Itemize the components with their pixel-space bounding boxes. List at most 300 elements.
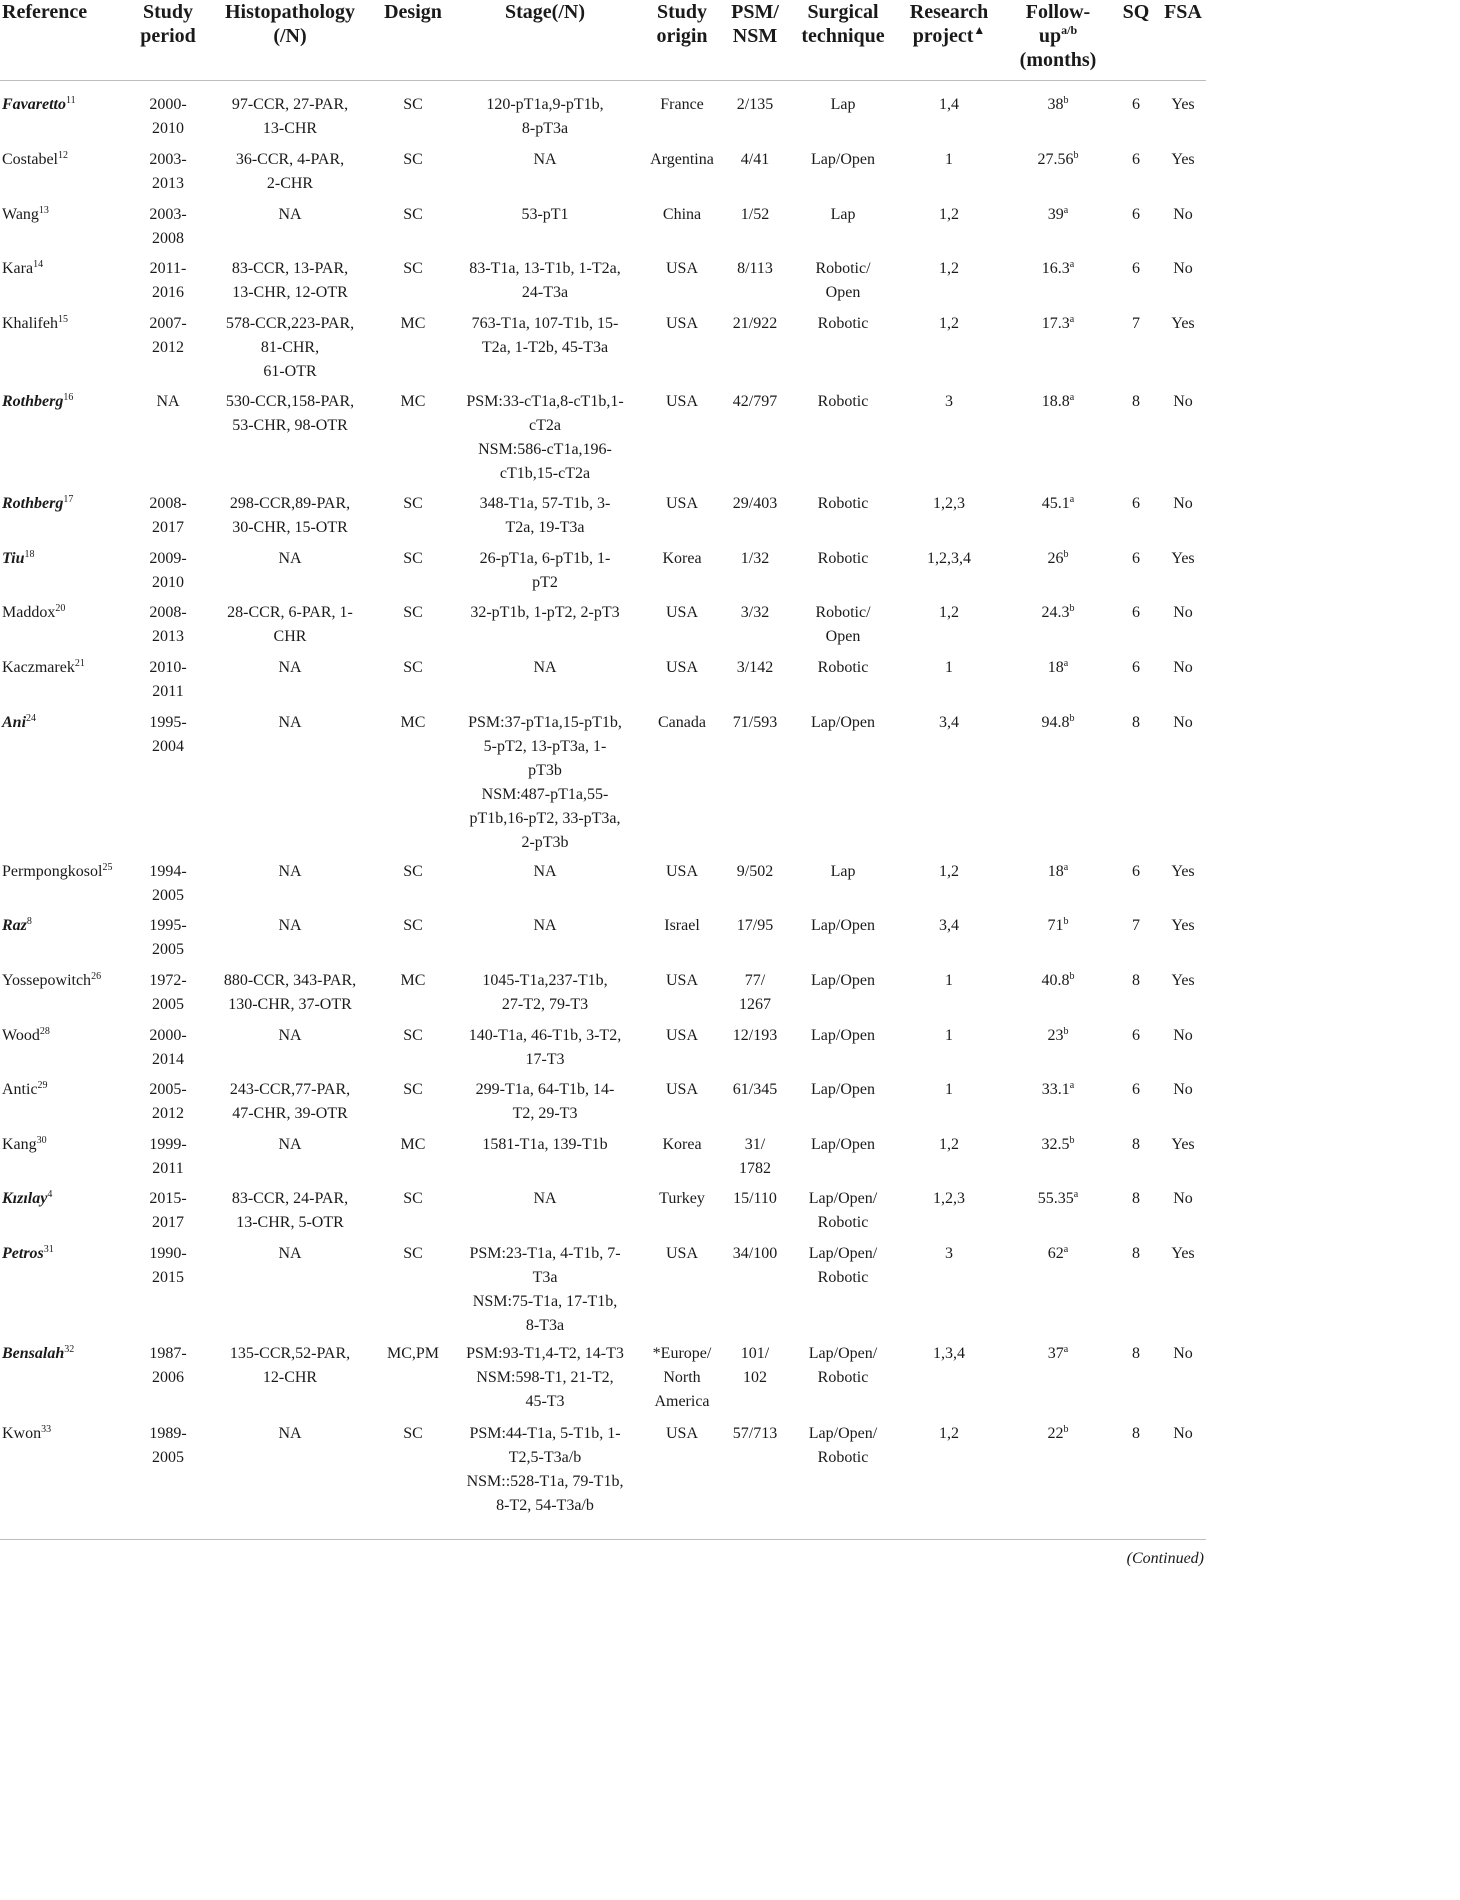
cell-period: 2008- 2013: [149, 604, 187, 645]
cell-fu: [1010, 914, 1106, 938]
cell-sq: 6: [1132, 604, 1140, 621]
reference-citation: 18: [24, 549, 35, 560]
cell-surgery: Lap/Open: [811, 917, 875, 934]
followup-value: 23: [1047, 1027, 1064, 1044]
cell-surgery: Robotic/ Open: [815, 604, 871, 645]
cell-reference: [2, 1342, 74, 1366]
cell-fu: [1010, 257, 1106, 281]
cell-origin: USA: [665, 972, 698, 989]
followup-marker: b: [1069, 603, 1075, 614]
cell-reference: [2, 1024, 50, 1048]
cell-histo: 243-CCR,77-PAR, 47-CHR, 39-OTR: [229, 1081, 351, 1122]
cell-fsa: Yes: [1171, 917, 1195, 934]
followup-marker: a: [1063, 1344, 1069, 1355]
cell-stage: 763-T1a, 107-T1b, 15- T2a, 1-T2b, 45-T3a: [471, 315, 619, 356]
cell-histo: NA: [278, 206, 302, 223]
cell-surgery: Lap/Open: [811, 1136, 875, 1153]
cell-period: 2005- 2012: [149, 1081, 187, 1122]
cell-stage: 32-pT1b, 1-pT2, 2-pT3: [470, 604, 620, 621]
header-design: Design: [384, 1, 442, 23]
cell-fu: [1010, 148, 1106, 172]
cell-design: SC: [403, 863, 423, 880]
cell-histo: 298-CCR,89-PAR, 30-CHR, 15-OTR: [229, 495, 351, 536]
cell-psm: 1/52: [740, 206, 770, 223]
cell-fsa: No: [1173, 1081, 1193, 1098]
cell-reference: [2, 601, 65, 625]
reference-name: Yossepowitch: [2, 972, 92, 989]
cell-histo: NA: [278, 659, 302, 676]
cell-fu: [1010, 492, 1106, 516]
cell-research: 1: [945, 1081, 953, 1098]
cell-design: SC: [403, 260, 423, 277]
cell-research: 1: [945, 659, 953, 676]
cell-sq: 6: [1132, 1027, 1140, 1044]
cell-period: 2010- 2011: [149, 659, 187, 700]
cell-research: 1,2: [939, 260, 959, 277]
cell-fsa: Yes: [1171, 151, 1195, 168]
cell-fu: [1010, 969, 1106, 993]
followup-value: 45.1: [1041, 495, 1070, 512]
cell-reference: [2, 656, 85, 680]
header-fsa: FSA: [1164, 1, 1202, 23]
cell-research: 1,4: [939, 96, 959, 113]
cell-period: 1995- 2004: [149, 714, 187, 755]
reference-citation: 14: [33, 259, 44, 270]
followup-value: 16.3: [1041, 260, 1070, 277]
cell-fu: [1010, 1187, 1106, 1211]
followup-marker: b: [1069, 971, 1075, 982]
reference-name: Rothberg: [2, 393, 64, 410]
cell-design: MC: [400, 315, 426, 332]
header-followup-line3: (months): [1019, 49, 1097, 71]
cell-design: MC,PM: [386, 1345, 440, 1362]
cell-research: 1,2: [939, 604, 959, 621]
followup-value: 22: [1047, 1425, 1064, 1442]
cell-research: 1,2,3: [933, 1190, 965, 1207]
cell-reference: [2, 711, 36, 735]
reference-name: Petros: [2, 1245, 44, 1262]
followup-marker: a: [1063, 1244, 1069, 1255]
reference-name: Kaczmarek: [2, 659, 75, 676]
cell-psm: 3/32: [740, 604, 770, 621]
cell-fsa: Yes: [1171, 1245, 1195, 1262]
followup-value: 62: [1047, 1245, 1064, 1262]
followup-value: 37: [1047, 1345, 1064, 1362]
cell-period: 1999- 2011: [149, 1136, 187, 1177]
followup-value: 24.3: [1041, 604, 1070, 621]
cell-fu: [1010, 93, 1106, 117]
cell-fsa: Yes: [1171, 96, 1195, 113]
cell-research: 3,4: [939, 714, 959, 731]
cell-fu: [1010, 1078, 1106, 1102]
cell-fsa: No: [1173, 1345, 1193, 1362]
cell-reference: [2, 1242, 54, 1266]
cell-origin: USA: [665, 495, 698, 512]
cell-sq: 7: [1132, 917, 1140, 934]
cell-surgery: Lap/Open/ Robotic: [808, 1425, 878, 1466]
cell-psm: 12/193: [732, 1027, 778, 1044]
cell-psm: 34/100: [732, 1245, 778, 1262]
cell-origin: USA: [665, 315, 698, 332]
cell-design: SC: [403, 659, 423, 676]
cell-stage: 140-T1a, 46-T1b, 3-T2, 17-T3: [468, 1027, 622, 1068]
cell-sq: 6: [1132, 206, 1140, 223]
cell-reference: [2, 1133, 47, 1157]
cell-stage: PSM:93-T1,4-T2, 14-T3 NSM:598-T1, 21-T2, 45-T3: [466, 1345, 624, 1410]
cell-origin: USA: [665, 863, 698, 880]
cell-design: MC: [400, 972, 426, 989]
cell-surgery: Robotic: [817, 495, 869, 512]
followup-marker: a: [1073, 1189, 1079, 1200]
cell-fsa: No: [1173, 1027, 1193, 1044]
cell-design: SC: [403, 1425, 423, 1442]
cell-period: 2000- 2010: [149, 96, 187, 137]
cell-fu: [1010, 1133, 1106, 1157]
followup-value: 18: [1047, 863, 1064, 880]
reference-name: Antic: [2, 1081, 38, 1098]
cell-stage: 1581-T1a, 139-T1b: [482, 1136, 608, 1153]
cell-fu: [1010, 312, 1106, 336]
cell-period: 1995- 2005: [149, 917, 187, 958]
cell-period: 2003- 2013: [149, 151, 187, 192]
cell-sq: 6: [1132, 96, 1140, 113]
cell-surgery: Lap/Open/ Robotic: [808, 1245, 878, 1286]
cell-histo: 135-CCR,52-PAR, 12-CHR: [229, 1345, 351, 1386]
header-reference: Reference: [2, 1, 88, 23]
followup-marker: a: [1069, 392, 1075, 403]
cell-surgery: Lap/Open/ Robotic: [808, 1190, 878, 1231]
followup-marker: b: [1063, 1026, 1069, 1037]
cell-period: NA: [156, 393, 180, 410]
followup-marker: b: [1069, 713, 1075, 724]
cell-origin: *Europe/ North America: [652, 1345, 712, 1410]
cell-fu: [1010, 1242, 1106, 1266]
header-histopathology: Histopathology (/N): [224, 1, 356, 47]
cell-period: 1990- 2015: [149, 1245, 187, 1286]
cell-design: SC: [403, 96, 423, 113]
cell-surgery: Lap/Open: [811, 972, 875, 989]
cell-psm: 61/345: [732, 1081, 778, 1098]
followup-value: 18: [1047, 659, 1064, 676]
cell-design: MC: [400, 714, 426, 731]
header-followup-line1: Follow-: [1025, 1, 1091, 23]
cell-research: 1: [945, 1027, 953, 1044]
reference-name: Wood: [2, 1027, 40, 1044]
cell-stage: PSM:37-pT1a,15-pT1b, 5-pT2, 13-pT3a, 1- pT3b NSM:487-pT1a,55- pT1b,16-pT2, 33-pT3a, 2-pT3b: [468, 714, 622, 851]
reference-name: Khalifeh: [2, 315, 58, 332]
cell-reference: [2, 860, 112, 884]
cell-sq: 6: [1132, 863, 1140, 880]
cell-origin: USA: [665, 260, 698, 277]
cell-origin: USA: [665, 1425, 698, 1442]
cell-sq: 6: [1132, 260, 1140, 277]
cell-period: 1994- 2005: [149, 863, 187, 904]
cell-histo: NA: [278, 550, 302, 567]
cell-fu: [1010, 203, 1106, 227]
cell-fu: [1010, 656, 1106, 680]
cell-research: 1,2: [939, 206, 959, 223]
cell-reference: [2, 492, 73, 516]
cell-histo: 578-CCR,223-PAR, 81-CHR, 61-OTR: [225, 315, 355, 380]
cell-histo: 83-CCR, 13-PAR, 13-CHR, 12-OTR: [231, 260, 349, 301]
cell-origin: USA: [665, 1027, 698, 1044]
cell-sq: 8: [1132, 1425, 1140, 1442]
cell-psm: 57/713: [732, 1425, 778, 1442]
followup-marker: b: [1063, 95, 1069, 106]
cell-sq: 8: [1132, 714, 1140, 731]
cell-stage: 120-pT1a,9-pT1b, 8-pT3a: [486, 96, 604, 137]
followup-value: 32.5: [1041, 1136, 1070, 1153]
reference-citation: 17: [63, 494, 74, 505]
reference-name: Costabel: [2, 151, 58, 168]
cell-surgery: Robotic: [817, 550, 869, 567]
cell-fsa: Yes: [1171, 550, 1195, 567]
cell-stage: NA: [533, 863, 557, 880]
reference-citation: 29: [37, 1080, 48, 1091]
followup-marker: a: [1069, 494, 1075, 505]
cell-sq: 6: [1132, 495, 1140, 512]
reference-citation: 21: [74, 658, 85, 669]
header-stage: Stage(/N): [505, 1, 585, 23]
cell-sq: 6: [1132, 1081, 1140, 1098]
reference-name: Kang: [2, 1136, 37, 1153]
reference-name: Ani: [2, 714, 27, 731]
cell-fsa: Yes: [1171, 1136, 1195, 1153]
cell-research: 1,2: [939, 1136, 959, 1153]
cell-origin: USA: [665, 1081, 698, 1098]
cell-fsa: No: [1173, 393, 1193, 410]
cell-surgery: Lap/Open: [811, 1027, 875, 1044]
followup-value: 27.56: [1037, 151, 1074, 168]
cell-origin: Israel: [664, 917, 700, 934]
followup-marker: a: [1069, 314, 1075, 325]
cell-psm: 8/113: [737, 260, 773, 277]
cell-histo: NA: [278, 1245, 302, 1262]
cell-sq: 6: [1132, 550, 1140, 567]
cell-origin: China: [662, 206, 702, 223]
cell-psm: 77/ 1267: [739, 972, 771, 1013]
header-sq: SQ: [1122, 1, 1150, 23]
cell-research: 1: [945, 972, 953, 989]
reference-name: Permpongkosol: [2, 863, 103, 880]
cell-reference: [2, 257, 43, 281]
cell-sq: 8: [1132, 1245, 1140, 1262]
cell-fu: [1010, 1024, 1106, 1048]
cell-stage: 299-T1a, 64-T1b, 14- T2, 29-T3: [475, 1081, 615, 1122]
cell-period: 2000- 2014: [149, 1027, 187, 1068]
cell-histo: 530-CCR,158-PAR, 53-CHR, 98-OTR: [225, 393, 355, 434]
cell-design: MC: [400, 1136, 426, 1153]
reference-citation: 16: [63, 392, 74, 403]
cell-reference: [2, 1187, 52, 1211]
cell-research: 3: [945, 1245, 953, 1262]
cell-histo: NA: [278, 863, 302, 880]
cell-psm: 3/142: [736, 659, 774, 676]
cell-origin: France: [660, 96, 704, 113]
followup-value: 55.35: [1037, 1190, 1074, 1207]
cell-period: 1989- 2005: [149, 1425, 187, 1466]
followup-value: 33.1: [1041, 1081, 1070, 1098]
header-study-origin: Study origin: [656, 1, 708, 47]
cell-research: 1,2: [939, 1425, 959, 1442]
cell-fsa: No: [1173, 1425, 1193, 1442]
cell-origin: USA: [665, 604, 698, 621]
cell-psm: 2/135: [736, 96, 774, 113]
reference-citation: 26: [91, 971, 102, 982]
cell-fsa: No: [1173, 1190, 1193, 1207]
reference-citation: 13: [38, 205, 49, 216]
cell-surgery: Robotic: [817, 315, 869, 332]
cell-psm: 31/ 1782: [739, 1136, 771, 1177]
cell-period: 2011- 2016: [149, 260, 187, 301]
triangle-marker-icon: ▲: [973, 23, 986, 37]
followup-value: 71: [1047, 917, 1064, 934]
cell-period: 2007- 2012: [149, 315, 187, 356]
cell-design: SC: [403, 1081, 423, 1098]
cell-histo: NA: [278, 1027, 302, 1044]
cell-period: 2003- 2008: [149, 206, 187, 247]
cell-fsa: Yes: [1171, 972, 1195, 989]
cell-surgery: Lap: [830, 863, 856, 880]
reference-name: Raz: [2, 917, 27, 934]
header-surgical-technique: Surgical technique: [801, 1, 885, 47]
cell-reference: [2, 203, 49, 227]
cell-stage: PSM:23-T1a, 4-T1b, 7- T3a NSM:75-T1a, 17-T1b, 8-T3a: [469, 1245, 621, 1334]
cell-surgery: Lap/Open/ Robotic: [808, 1345, 878, 1386]
reference-citation: 11: [66, 95, 76, 106]
followup-marker: a: [1063, 862, 1069, 873]
cell-sq: 8: [1132, 972, 1140, 989]
reference-citation: 30: [36, 1135, 47, 1146]
reference-citation: 25: [102, 862, 113, 873]
followup-marker: a: [1069, 1080, 1075, 1091]
header-study-period: Study period: [140, 1, 196, 47]
cell-sq: 8: [1132, 1345, 1140, 1362]
reference-name: Bensalah: [2, 1345, 65, 1362]
cell-surgery: Lap: [830, 96, 856, 113]
cell-sq: 7: [1132, 315, 1140, 332]
followup-value: 39: [1047, 206, 1064, 223]
followup-marker: b: [1069, 1135, 1075, 1146]
cell-period: 2008- 2017: [149, 495, 187, 536]
cell-design: SC: [403, 206, 423, 223]
followup-value: 26: [1047, 550, 1064, 567]
cell-origin: Argentina: [650, 151, 714, 168]
cell-origin: USA: [665, 659, 698, 676]
cell-stage: PSM:44-T1a, 5-T1b, 1- T2,5-T3a/b NSM::528-T1a, 79-T1b, 8-T2, 54-T3a/b: [466, 1425, 624, 1514]
cell-reference: [2, 547, 35, 571]
cell-histo: 880-CCR, 343-PAR, 130-CHR, 37-OTR: [223, 972, 357, 1013]
cell-fu: [1010, 711, 1106, 735]
cell-stage: NA: [533, 151, 557, 168]
cell-fu: [1010, 860, 1106, 884]
cell-design: SC: [403, 495, 423, 512]
cell-stage: NA: [533, 917, 557, 934]
cell-fsa: Yes: [1171, 863, 1195, 880]
cell-fsa: No: [1173, 604, 1193, 621]
cell-histo: NA: [278, 714, 302, 731]
header-psm-nsm: PSM/ NSM: [731, 1, 779, 47]
reference-citation: 24: [26, 713, 37, 724]
cell-origin: Korea: [662, 550, 702, 567]
cell-design: SC: [403, 604, 423, 621]
cell-research: 1,3,4: [933, 1345, 965, 1362]
cell-period: 1972- 2005: [149, 972, 187, 1013]
cell-origin: USA: [665, 1245, 698, 1262]
cell-origin: Turkey: [659, 1190, 705, 1207]
cell-fu: [1010, 1422, 1106, 1446]
cell-psm: 29/403: [732, 495, 778, 512]
reference-citation: 8: [26, 916, 32, 927]
reference-citation: 28: [39, 1026, 50, 1037]
cell-stage: PSM:33-cT1a,8-cT1b,1- cT2a NSM:586-cT1a,196- cT1b,15-cT2a: [466, 393, 624, 482]
cell-psm: 21/922: [732, 315, 778, 332]
cell-reference: [2, 969, 101, 993]
cell-sq: 8: [1132, 1190, 1140, 1207]
reference-citation: 32: [64, 1344, 75, 1355]
cell-histo: NA: [278, 1425, 302, 1442]
followup-marker: a: [1063, 658, 1069, 669]
cell-psm: 71/593: [732, 714, 778, 731]
followup-marker: a: [1063, 205, 1069, 216]
continued-label: (Continued): [1126, 1550, 1204, 1567]
cell-fsa: Yes: [1171, 315, 1195, 332]
reference-name: Kwon: [2, 1425, 42, 1442]
cell-fsa: No: [1173, 659, 1193, 676]
reference-citation: 15: [57, 314, 68, 325]
followup-value: 17.3: [1041, 315, 1070, 332]
cell-stage: 348-T1a, 57-T1b, 3- T2a, 19-T3a: [479, 495, 611, 536]
cell-histo: NA: [278, 917, 302, 934]
followup-value: 38: [1047, 96, 1064, 113]
reference-citation: 4: [47, 1189, 53, 1200]
cell-fu: [1010, 547, 1106, 571]
cell-research: 1,2,3,4: [927, 550, 971, 567]
cell-sq: 6: [1132, 659, 1140, 676]
cell-period: 1987- 2006: [149, 1345, 187, 1386]
bottom-rule: [0, 1539, 1206, 1540]
cell-design: SC: [403, 151, 423, 168]
cell-histo: 28-CCR, 6-PAR, 1- CHR: [227, 604, 353, 645]
cell-research: 1: [945, 151, 953, 168]
followup-marker: a: [1069, 259, 1075, 270]
cell-reference: [2, 1078, 48, 1102]
cell-design: SC: [403, 917, 423, 934]
cell-design: SC: [403, 550, 423, 567]
cell-fu: [1010, 601, 1106, 625]
cell-design: SC: [403, 1190, 423, 1207]
cell-reference: [2, 914, 32, 938]
cell-reference: [2, 1422, 51, 1446]
reference-name: Favaretto: [2, 96, 66, 113]
reference-name: Maddox: [2, 604, 56, 621]
header-research-line1: Research: [909, 1, 989, 23]
cell-stage: 1045-T1a,237-T1b, 27-T2, 79-T3: [482, 972, 608, 1013]
cell-surgery: Lap: [830, 206, 856, 223]
followup-marker: b: [1063, 1424, 1069, 1435]
cell-surgery: Lap/Open: [811, 714, 875, 731]
cell-research: 1,2: [939, 863, 959, 880]
followup-marker: b: [1063, 549, 1069, 560]
cell-origin: Korea: [662, 1136, 702, 1153]
followup-marker: b: [1073, 150, 1079, 161]
cell-surgery: Robotic: [817, 659, 869, 676]
cell-psm: 9/502: [736, 863, 774, 880]
reference-name: Kızılay: [2, 1190, 48, 1207]
reference-citation: 20: [55, 603, 66, 614]
cell-psm: 1/32: [740, 550, 770, 567]
reference-citation: 12: [58, 150, 68, 161]
